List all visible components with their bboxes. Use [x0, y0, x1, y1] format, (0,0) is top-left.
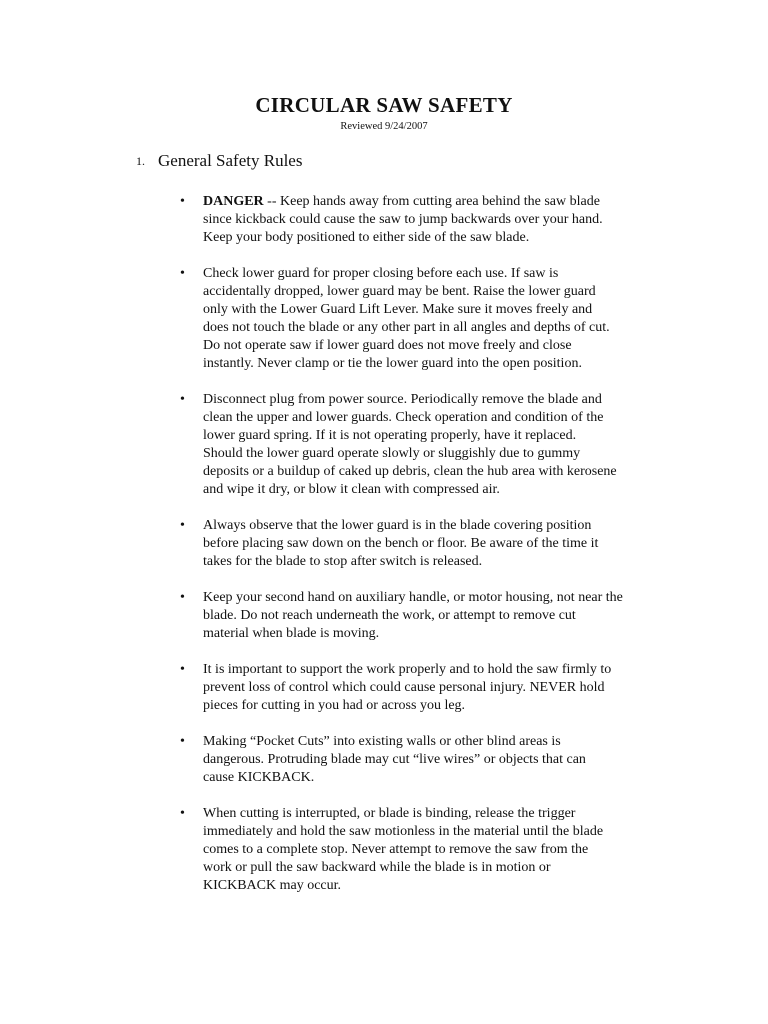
list-item-text [203, 589, 673, 643]
list-item-text [203, 265, 673, 373]
list-item-line: Keep your second hand on auxiliary handle, or motor housing, not near the [203, 590, 623, 605]
list-item-line: clean the upper and lower guards. Check operation and condition of the [203, 410, 604, 425]
list-item-line: Should the lower guard operate slowly or sluggishly due to gummy [203, 446, 581, 461]
bullet-icon: • [180, 662, 185, 677]
document-title: CIRCULAR SAW SAFETY [255, 93, 513, 117]
list-item-line: deposits or a buildup of caked up debris, clean the hub area with kerosene [203, 464, 617, 479]
danger-label: DANGER [203, 194, 264, 209]
list-item-line: immediately and hold the saw motionless in the material until the blade [203, 824, 604, 839]
list-item-line: takes for the blade to stop after switch is released. [203, 554, 483, 569]
list-item-line: Always observe that the lower guard is in the blade covering position [203, 518, 592, 533]
list-item [0, 193, 768, 247]
list-item-line: KICKBACK may occur. [203, 878, 342, 893]
list-item-text [203, 733, 673, 787]
list-item [0, 805, 768, 895]
bullet-icon: • [180, 734, 185, 749]
bullet-icon: • [180, 518, 185, 533]
list-item-line: When cutting is interrupted, or blade is binding, release the trigger [203, 806, 576, 821]
list-item [0, 589, 768, 643]
list-item-text [203, 193, 673, 247]
section-title: General Safety Rules [158, 151, 303, 170]
list-item-line: dangerous. Protruding blade may cut “live wires” or objects that can [203, 752, 586, 767]
reviewed-date: Reviewed 9/24/2007 [340, 121, 428, 132]
list-item [0, 517, 768, 571]
list-item-line: before placing saw down on the bench or floor. Be aware of the time it [203, 536, 599, 551]
list-item-line: pieces for cutting in you had or across you leg. [203, 698, 466, 713]
list-item-text [203, 805, 673, 895]
list-item-line: lower guard spring. If it is not operating properly, have it replaced. [203, 428, 577, 443]
safety-rules-list [0, 193, 768, 913]
list-item-line: does not touch the blade or any other part in all angles and depths of cut. [203, 320, 610, 335]
list-item-line: since kickback could cause the saw to jump backwards over your hand. [203, 212, 603, 227]
list-item-line: Keep your body positioned to either side of the saw blade. [203, 230, 530, 245]
list-item-line: cause KICKBACK. [203, 770, 315, 785]
list-item-line: work or pull the saw backward while the blade is in motion or [203, 860, 551, 875]
bullet-icon: • [180, 806, 185, 821]
list-item-line: accidentally dropped, lower guard may be bent. Raise the lower guard [203, 284, 596, 299]
list-item-line: instantly. Never clamp or tie the lower guard into the open position. [203, 356, 582, 371]
bullet-icon: • [180, 590, 185, 605]
list-item-line: prevent loss of control which could cause personal injury. NEVER hold [203, 680, 605, 695]
list-item [0, 265, 768, 373]
list-item-line: It is important to support the work properly and to hold the saw firmly to [203, 662, 612, 677]
list-item-text [203, 517, 673, 571]
list-item-line: Do not operate saw if lower guard does not move freely and close [203, 338, 572, 353]
list-item-line: DANGER -- Keep hands away from cutting area behind the saw blade [203, 194, 600, 209]
list-item [0, 391, 768, 499]
list-item-line: Making “Pocket Cuts” into existing walls or other blind areas is [203, 734, 561, 749]
list-item-line: blade. Do not reach underneath the work, or attempt to remove cut [203, 608, 576, 623]
bullet-icon: • [180, 194, 185, 209]
list-item-text [203, 391, 673, 499]
list-item-line: material when blade is moving. [203, 626, 380, 641]
list-item-line: Check lower guard for proper closing before each use. If saw is [203, 266, 559, 281]
list-item-text [203, 661, 673, 715]
list-item [0, 661, 768, 715]
list-item-line: and wipe it dry, or blow it clean with compressed air. [203, 482, 500, 497]
section-number: 1. [136, 154, 145, 168]
section-heading [136, 150, 302, 172]
bullet-icon: • [180, 392, 185, 407]
list-item-line: comes to a complete stop. Never attempt to remove the saw from the [203, 842, 589, 857]
list-item-line: Disconnect plug from power source. Periodically remove the blade and [203, 392, 602, 407]
bullet-icon: • [180, 266, 185, 281]
list-item-line: only with the Lower Guard Lift Lever. Make sure it moves freely and [203, 302, 593, 317]
list-item [0, 733, 768, 787]
